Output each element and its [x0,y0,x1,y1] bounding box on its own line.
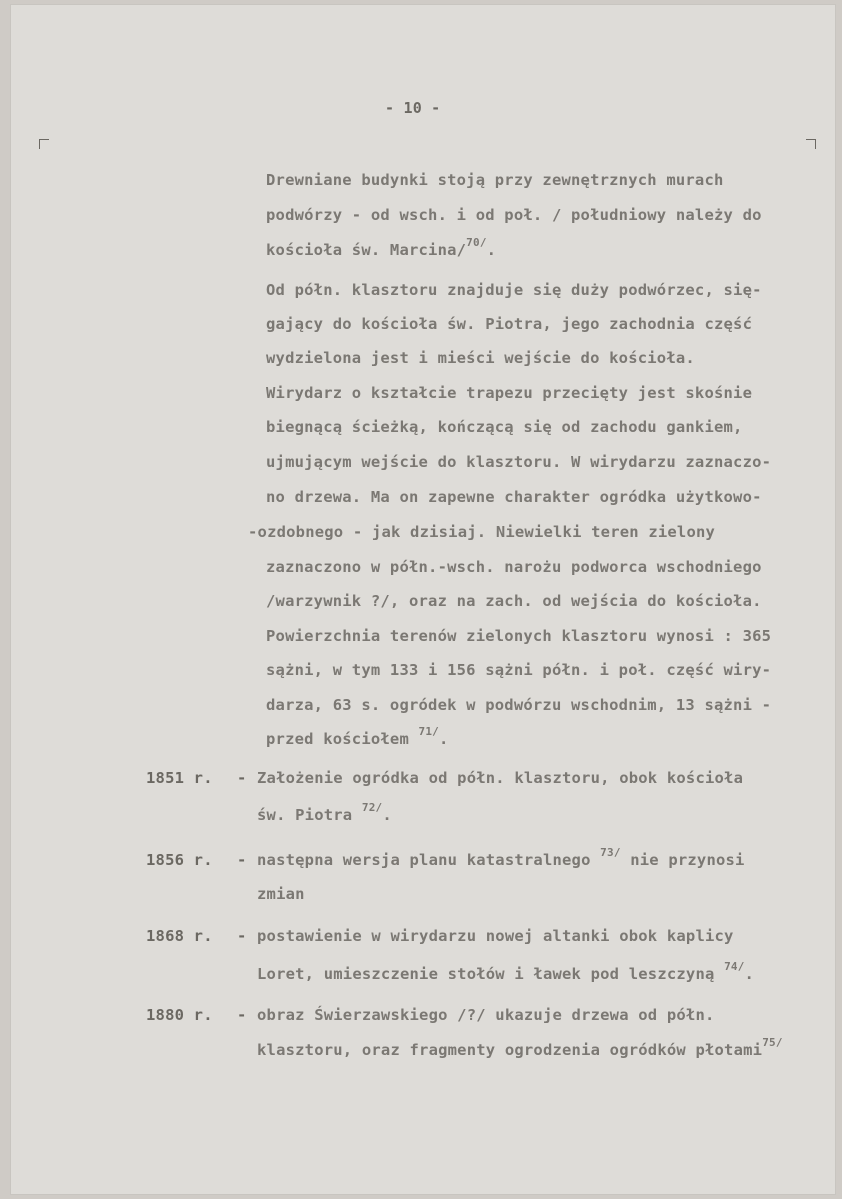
entry-year: 1856 r. [146,851,213,869]
text-segment: Loret, umieszczenie stołów i ławek pod leszczyną [257,965,715,983]
entry-dash: - [237,851,247,869]
footnote-ref: 75/ [762,1036,783,1049]
text-line [266,236,497,259]
text-line: gający do kościoła św. Piotra, jego zachodnia część [266,315,753,333]
text-segment: św. Piotra [257,806,353,824]
entry-line: Założenie ogródka od półn. klasztoru, obok kościoła [257,769,744,787]
entry-line [257,960,755,983]
text-line: wydzielona jest i mieści wejście do kościoła. [266,349,695,367]
text-line: ujmującym wejście do klasztoru. W wirydarzu zaznaczo- [266,453,772,471]
text-segment: następna wersja planu katastralnego [257,851,591,869]
text-line: darza, 63 s. ogródek w podwórzu wschodnim, 13 sążni - [266,696,772,714]
text-segment: przed kościołem [266,730,409,748]
text-segment: nie przynosi [630,851,745,869]
footnote-ref: 72/ [361,801,383,814]
entry-line [257,846,745,869]
text-line: no drzewa. Ma on zapewne charakter ogródka użytkowo- [266,488,762,506]
entry-dash: - [237,769,247,787]
punctuation: . [486,241,497,259]
corner-mark-left [39,139,49,149]
entry-dash: - [237,1006,247,1024]
entry-line [257,801,392,824]
text-line: -ozdobnego - jak dzisiaj. Niewielki teren zielony [248,523,716,541]
text-line: sążni, w tym 133 i 156 sążni półn. i poł. część wiry- [266,661,772,679]
text-line: biegnącą ścieżką, kończącą się od zachodu gankiem, [266,418,743,436]
entry-dash: - [237,927,247,945]
entry-year: 1868 r. [146,927,213,945]
entry-line: zmian [257,885,305,903]
footnote-ref: 74/ [724,960,745,973]
text-segment: klasztoru, oraz fragmenty ogrodzenia ogródków płotami [257,1041,763,1059]
footnote-ref: 70/ [466,236,487,249]
footnote-ref: 71/ [418,725,439,738]
entry-line: obraz Świerzawskiego /?/ ukazuje drzewa od półn. [257,1006,715,1024]
text-line: Wirydarz o kształcie trapezu przecięty jest skośnie [266,384,753,402]
text-segment: kościoła św. Marcina/ [266,241,467,259]
text-line: Powierzchnia terenów zielonych klasztoru wynosi : 365 [266,627,772,645]
text-line: /warzywnik ?/, oraz na zach. od wejścia do kościoła. [266,592,762,610]
punctuation: . [439,730,449,748]
page-number: - 10 - [385,99,441,117]
document-page [10,4,836,1195]
footnote-ref: 73/ [600,846,621,859]
text-line [266,725,449,748]
text-line: Od półn. klasztoru znajduje się duży podwórzec, się- [266,281,762,299]
entry-year: 1851 r. [146,769,213,787]
corner-mark-right [806,139,816,149]
punctuation: . [382,806,392,824]
entry-line [257,1036,783,1059]
punctuation: . [744,965,755,983]
text-line: zaznaczono w półn.-wsch. narożu podworca wschodniego [266,558,762,576]
entry-line: postawienie w wirydarzu nowej altanki obok kaplicy [257,927,734,945]
entry-year: 1880 r. [146,1006,213,1024]
text-line: podwórzy - od wsch. i od poł. / południowy należy do [266,206,762,224]
text-line: Drewniane budynki stoją przy zewnętrznych murach [266,171,724,189]
